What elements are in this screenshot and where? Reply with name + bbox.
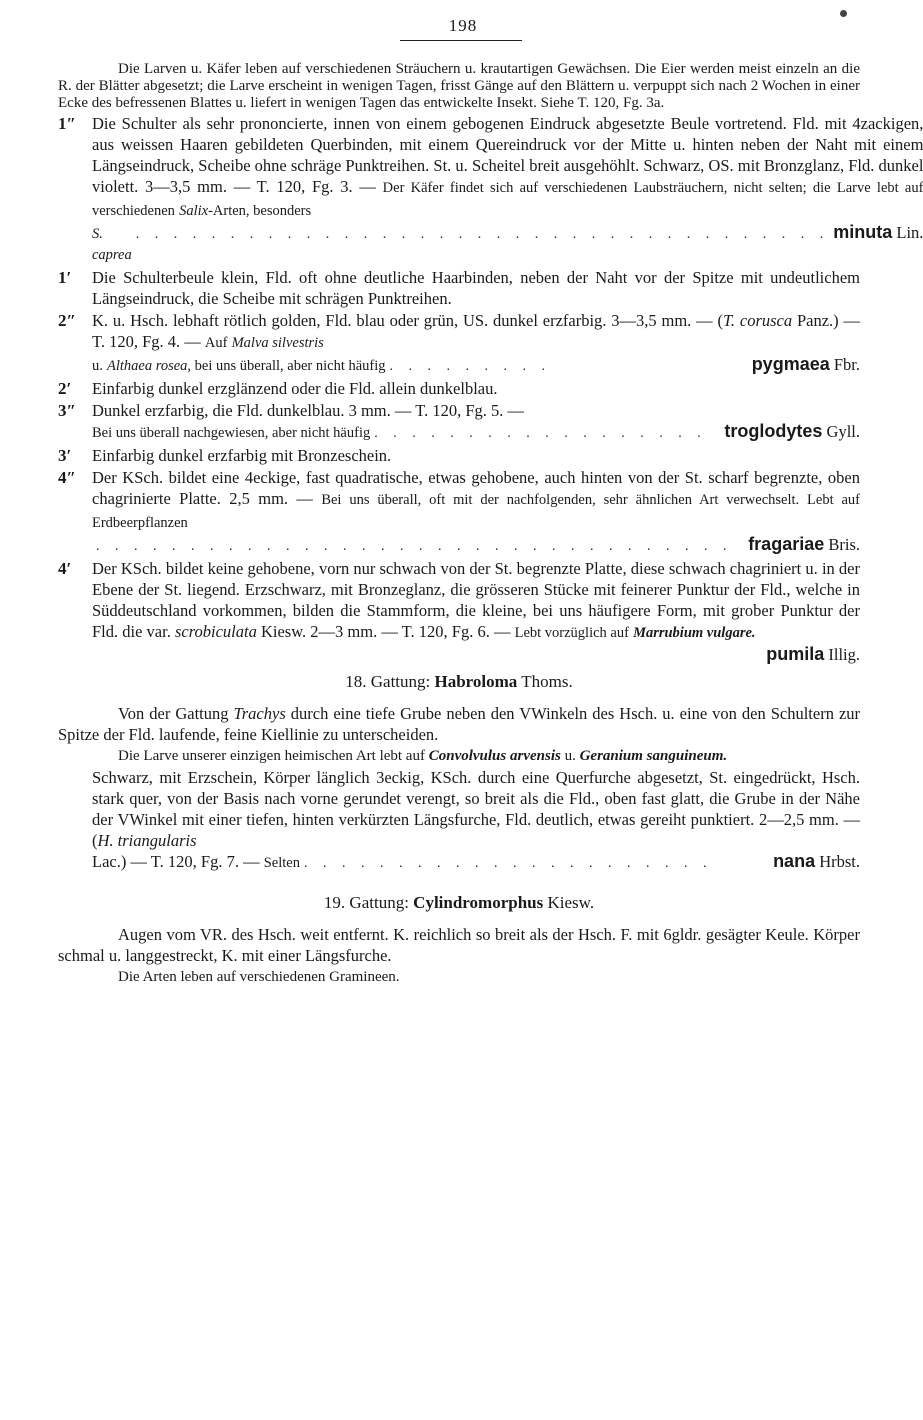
taxon-italic: Convolvulus arvensis	[428, 748, 561, 764]
text: Lac.) — T. 120, Fg. 7. —	[92, 852, 260, 871]
entry-note: Bei uns überall nachgewiesen, aber nicht häufig	[92, 425, 371, 441]
entry-note: Auf	[204, 335, 228, 351]
text: Schwarz, mit Erzschein, Körper länglich 3eckig, KSch. durch eine Querfurche abgesetzt, St. eingedrückt, Hsch. stark quer, von der Basis nach vorne gerundet verengt, so breit als die Fld., oben fast glatt, die Grube in der Nähe der VWinkel mit einer tiefen, hinten verkürzten Längsfurche, Fld. deutlich, etwas gereiht punktiert. 2—2,5 mm. — (	[92, 768, 860, 850]
species-name: pygmaea	[751, 354, 830, 374]
key-label: 2′	[58, 379, 72, 398]
taxon-italic: Marrubium vulgare.	[633, 625, 756, 641]
genus18-description	[58, 703, 860, 745]
genus-author: Kiesw.	[547, 893, 595, 912]
species-line	[92, 534, 860, 557]
key-text	[92, 400, 860, 444]
taxon-italic: scrobiculata	[174, 622, 257, 641]
entry-note: u.	[92, 358, 103, 374]
taxon-italic: Salix	[179, 203, 209, 219]
taxon-italic: Althaea rosea	[107, 358, 188, 374]
key-label: 2″	[58, 311, 76, 330]
species-line	[92, 421, 860, 444]
species-line	[92, 644, 860, 665]
text: u.	[564, 748, 576, 764]
text: Von der Gattung	[118, 704, 229, 723]
key-text: Einfarbig dunkel erzfarbig mit Bronzeschein.	[92, 446, 392, 465]
text: durch eine tiefe Grube neben den VWinkeln des Hsch. u. eine von den Schultern zur Spitze der Fld. laufende, feine Kiellinie zu unterscheiden.	[58, 704, 861, 744]
species-author: Bris.	[828, 535, 860, 554]
entry-note: Der Käfer findet sich auf verschiedenen Laubsträuchern, nicht selten; die Larve lebt auf verschiedenen	[92, 180, 923, 219]
genus18-species-description	[58, 767, 860, 874]
genus-heading-19	[58, 892, 860, 914]
taxon-italic: Trachys	[233, 704, 286, 723]
species-author: Fbr.	[833, 355, 860, 374]
key-text: Die Schulterbeule klein, Fld. oft ohne deutliche Haarbinden, neben der Naht vor der Spitze mit undeutlichem Längseindruck, die Scheibe mit schrägen Punktreihen.	[92, 268, 860, 308]
dot-leader: . . . . . . . . . . . . . . . . . . . . . .	[303, 856, 713, 871]
dot-leader: . . . . . . . . . . . . . . . . . . . . . . . . . . . . . . . . . . . . .	[135, 227, 830, 242]
species-line	[92, 851, 860, 874]
key-text	[92, 113, 923, 266]
entry-text: Der KSch. bildet keine gehobene, vorn nur schwach von der St. begrenzte Platte, diese schwach chagriniert u. in der Ebene der St. liegend. Erzschwarz, mit Bronzeglanz, die grösseren Stücke mit feinerer Punktur der Fld., welche in Süddeutschland vorkommen, bilden die Stammform, die kleine, bei uns häufigere Form, mit grober Punktur der Fld. die var.	[92, 559, 860, 641]
text: Die Larve unserer einzigen heimischen Art lebt auf	[118, 748, 425, 764]
species-name: minuta	[833, 222, 893, 242]
key-text	[92, 558, 860, 665]
species-line	[92, 222, 923, 266]
taxon-italic: S. caprea	[92, 226, 132, 263]
genus18-larva-note	[58, 747, 860, 765]
genus19-description: Augen vom VR. des Hsch. weit entfernt. K. reichlich so breit als der Hsch. F. mit 6gldr. gesägter Keule. Körper schmal u. langgestreckt, K. mit einer Längsfurche.	[58, 925, 860, 965]
key-entry-2b	[58, 378, 860, 399]
genus-name: Cylindromorphus	[413, 893, 544, 912]
entry-note-after: -Arten, besonders	[208, 203, 312, 219]
genus-author: Thoms.	[521, 672, 573, 691]
species-name: fragariae	[748, 534, 825, 554]
ink-speck	[840, 10, 847, 17]
key-text	[92, 310, 860, 377]
genus-prefix: 18. Gattung:	[345, 672, 431, 691]
entry-text: Dunkel erzfarbig, die Fld. dunkelblau. 3 mm. — T. 120, Fg. 5. —	[92, 401, 524, 420]
key-label: 3′	[58, 446, 72, 465]
intro-paragraph: Die Larven u. Käfer leben auf verschiedenen Sträuchern u. krautartigen Gewächsen. Die Eier werden meist einzeln an die R. der Blätter abgesetzt; die Larve erscheint in wenigen Tagen, frisst Gänge auf den Blättern u. verpuppt sich nach 2 Wochen in einer Ecke des befressenen Blattes u. liefert in wenigen Tagen das entwickelte Insekt. Siehe T. 120, Fg. 3a.	[58, 61, 860, 111]
key-label: 4′	[58, 559, 72, 578]
entry-note: Lebt vorzüglich auf	[514, 625, 629, 641]
taxon-italic: T. corusca	[722, 311, 793, 330]
species-author: Hrbst.	[819, 852, 860, 871]
taxon-italic: Geranium sanguineum.	[579, 748, 728, 764]
species-name: troglodytes	[724, 421, 823, 441]
key-entry-1a	[58, 113, 923, 266]
page-number: 198	[448, 16, 478, 35]
key-entry-4a	[58, 467, 860, 557]
dot-leader: . . . . . . . . . . . . . . . . . . . . . . . . . . . . . . . . . .	[96, 539, 733, 554]
key-entry-3b	[58, 445, 860, 466]
species-line	[92, 354, 860, 377]
key-label: 3″	[58, 401, 76, 420]
dot-leader: . . . . . . . . .	[389, 359, 552, 374]
genus-name: Habroloma	[434, 672, 518, 691]
species-author: Lin.	[896, 223, 923, 242]
key-text: Einfarbig dunkel erzglänzend oder die Fld. allein dunkelblau.	[92, 379, 498, 398]
entry-text: K. u. Hsch. lebhaft rötlich golden, Fld. blau oder grün, US. dunkel erzfarbig. 3—3,5 mm. — (	[92, 311, 723, 330]
taxon-italic: H. triangularis	[97, 831, 197, 850]
entry-note: Bei uns überall, oft mit der nachfolgenden, sehr ähnlichen Art verwechselt. Lebt auf Erdbeerpflanzen	[92, 492, 861, 531]
key-label: 1′	[58, 268, 72, 287]
genus19-note: Die Arten leben auf verschiedenen Gramineen.	[118, 969, 400, 985]
dot-leader: . . . . . . . . . . . . . . . . . .	[374, 426, 707, 441]
entry-text: Die Schulter als sehr prononcierte, innen von einem gebogenen Eindruck abgesetzte Beule vortretend. Fld. mit 4zackigen, aus weissen Haaren gebildeten Querbinden, mit einem Quereindruck vor der Mitte u. hinten neben der Naht mit einem Längseindruck, Scheibe ohne schräge Punktreihen. St. u. Scheitel breit ausgehöhlt. Schwarz, OS. mit Bronzglanz, Fld. dunkel violett. 3—3,5 mm. — T. 120, Fg. 3. —	[92, 114, 923, 196]
key-entry-2a	[58, 310, 860, 377]
genus-heading-18	[58, 671, 860, 693]
species-name: nana	[773, 851, 816, 871]
entry-text-b: Panz.) — T. 120, Fg. 4. —	[92, 311, 860, 351]
entry-note: Selten	[263, 855, 300, 871]
key-entry-3a	[58, 400, 860, 444]
entry-text: Der KSch. bildet eine 4eckige, fast quadratische, etwas gehobene, auch hinten von der St. scharf begrenzte, oben chagrinierte Platte. 2,5 mm. —	[92, 468, 860, 508]
taxon-italic: Malva silvestris	[231, 335, 324, 351]
key-text	[92, 467, 860, 557]
key-label: 1″	[58, 114, 76, 133]
key-label: 4″	[58, 468, 76, 487]
species-author: Gyll.	[826, 422, 860, 441]
page-number-rule	[400, 40, 522, 41]
entry-text-b: Kiesw. 2—3 mm. — T. 120, Fg. 6. —	[260, 622, 511, 641]
key-entry-1b	[58, 267, 860, 309]
genus-prefix: 19. Gattung:	[323, 893, 409, 912]
species-name: pumila	[766, 644, 825, 664]
key-entry-4b	[58, 558, 860, 665]
species-author: Illig.	[828, 645, 860, 664]
entry-note: , bei uns überall, aber nicht häufig	[187, 358, 386, 374]
